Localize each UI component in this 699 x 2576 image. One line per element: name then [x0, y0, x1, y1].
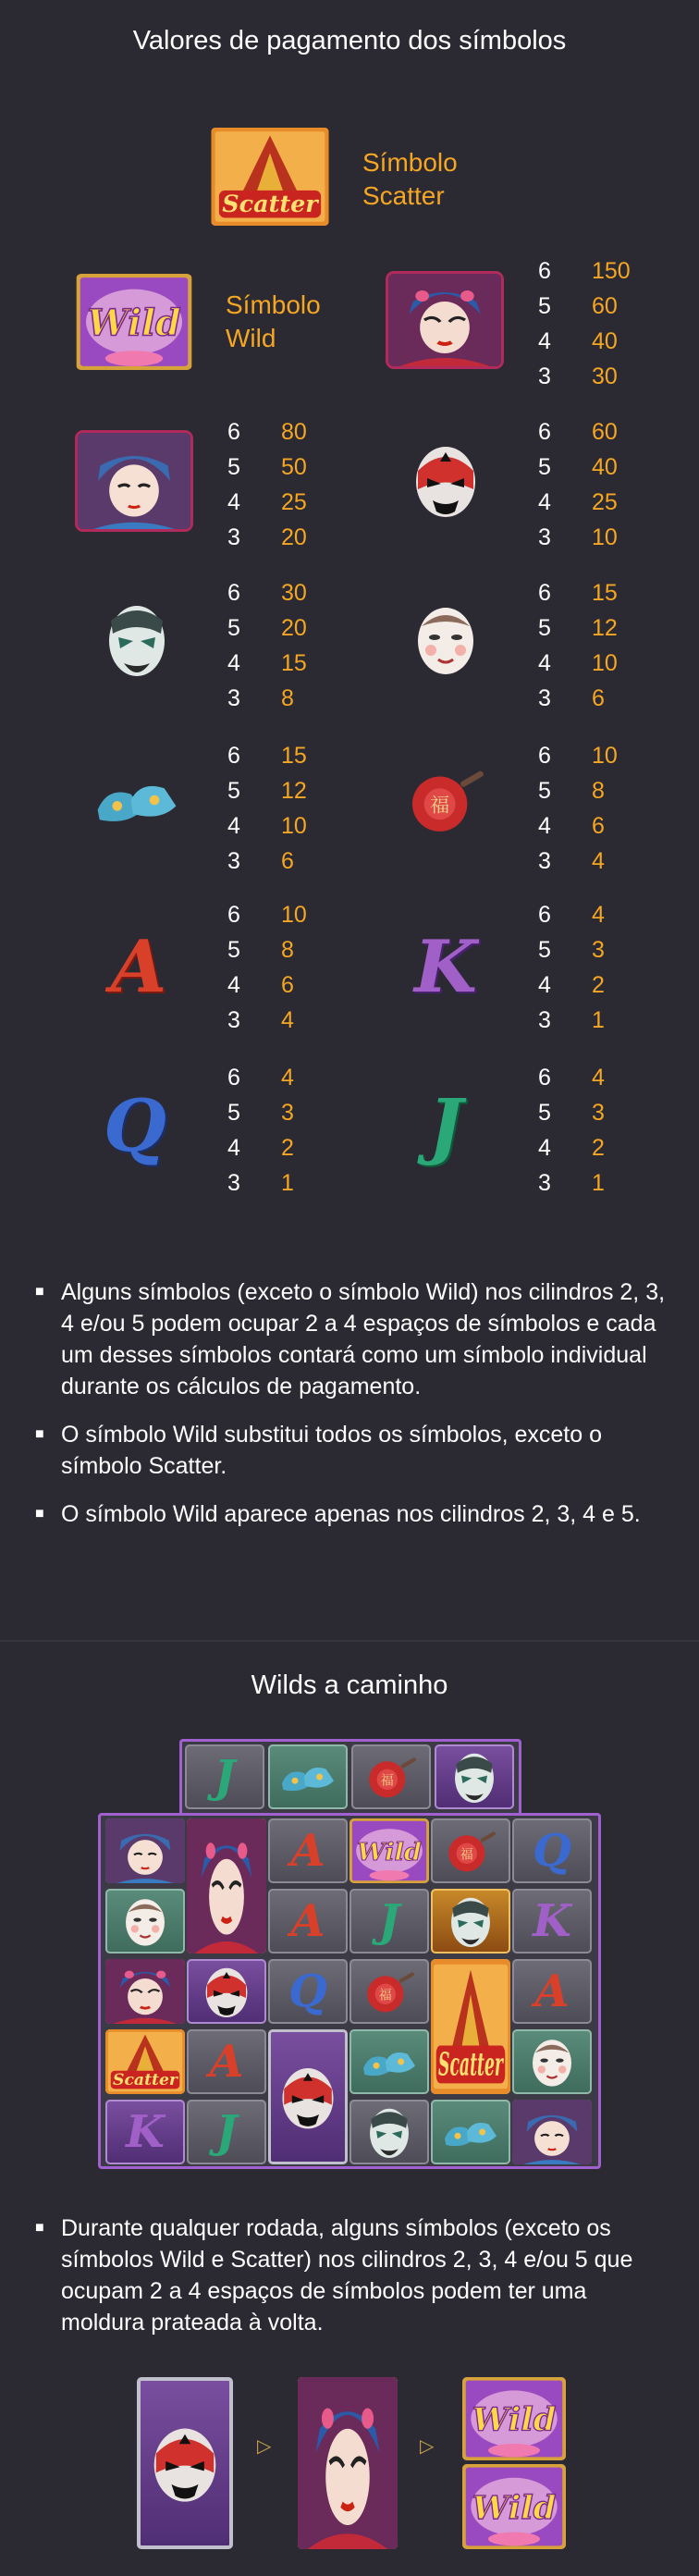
- cell-lady-blue: [512, 2100, 592, 2164]
- cell-green-mask: [435, 1744, 514, 1809]
- letter-q-icon: Q: [104, 1084, 166, 1168]
- cell-lady-red: [105, 1959, 185, 2024]
- white-mask-icon: [399, 588, 492, 690]
- paytable-shoes: 6 15 5 12 4 10 3 6: [227, 743, 307, 874]
- paytable-rules: [35, 1276, 673, 1547]
- white-green-mask-icon: [91, 588, 183, 690]
- wilds-title: Wilds a caminho: [251, 1670, 448, 1700]
- wild-result-top: [462, 2377, 566, 2460]
- cell-fan: [431, 1818, 510, 1883]
- paytable-letter-a: 6 10 5 8 4 6 3 4: [227, 902, 307, 1033]
- wilds-rules: [35, 2212, 673, 2355]
- cell-j: J: [350, 1889, 429, 1954]
- cell-wild: [350, 1818, 429, 1883]
- paytable-fan: 6 10 5 8 4 6 3 4: [538, 743, 618, 874]
- cell-green-mask: [350, 2100, 429, 2164]
- cell-k: K: [512, 1889, 592, 1954]
- cell-a: A: [268, 1889, 348, 1954]
- silver-frame-symbol: [137, 2377, 233, 2549]
- cell-fan: [350, 1959, 429, 2024]
- cell-green-mask: [431, 1889, 510, 1954]
- reels-example-grid: [98, 1739, 601, 2169]
- cell-scatter: [105, 2029, 185, 2094]
- cell-lady-red-tall: [187, 1818, 266, 1954]
- cell-a: A: [268, 1818, 348, 1883]
- fan-icon: [396, 751, 496, 849]
- cell-red-mask: [187, 1959, 266, 2024]
- paytable-white-green-mask: 6 30 5 20 4 15 3 8: [227, 580, 307, 711]
- cell-j: J: [185, 1744, 264, 1809]
- bullet-icon: ■: [35, 1426, 44, 1442]
- paytable-letter-j: 6 4 5 3 4 2 3 1: [538, 1065, 605, 1196]
- red-mask-icon: [399, 429, 492, 531]
- cell-a: A: [512, 1959, 592, 2024]
- paytable-white-mask: 6 15 5 12 4 10 3 6: [538, 580, 618, 711]
- rule-item: ■ Alguns símbolos (exceto o símbolo Wild) nos cilindros 2, 3, 4 e/ou 5 podem ocupar 2 a 4 espaços de símbolos e cada um desses símbolos contará como um símbolo individual durante os cálculos de pagamento.: [35, 1276, 673, 1402]
- bullet-icon: ■: [35, 1506, 44, 1522]
- cell-j: J: [187, 2100, 266, 2164]
- scatter-label-line1: Símbolo: [362, 148, 458, 177]
- paytable-title: Valores de pagamento dos símbolos: [132, 26, 567, 55]
- cell-fan: [351, 1744, 431, 1809]
- paytable-opera-lady-blue: 6 80 5 50 4 25 3 20: [227, 419, 307, 550]
- cell-q: Q: [512, 1818, 592, 1883]
- cell-a: A: [187, 2029, 266, 2094]
- arrow-right-icon: ▷: [420, 2436, 435, 2457]
- rule-item: ■ O símbolo Wild substitui todos os símbolos, exceto o símbolo Scatter.: [35, 1419, 673, 1482]
- rule-item: ■ O símbolo Wild aparece apenas nos cilindros 2, 3, 4 e 5.: [35, 1498, 673, 1530]
- scatter-symbol-icon: [209, 128, 331, 226]
- cell-white-mask: [105, 1889, 185, 1954]
- letter-a-icon: A: [110, 925, 167, 1009]
- paytable-letter-k: 6 4 5 3 4 2 3 1: [538, 902, 605, 1033]
- cell-white-mask: [512, 2029, 592, 2094]
- gold-frame-symbol: [298, 2377, 398, 2549]
- wild-label-line2: Wild: [226, 324, 276, 352]
- rule-item: ■ Durante qualquer rodada, alguns símbolos (exceto os símbolos Wild e Scatter) nos cilindros 2, 3, 4 e/ou 5 que ocupam 2 a 4 espaços de símbolos podem ter uma moldura prateada à volta.: [35, 2212, 673, 2338]
- paytable-letter-q: 6 4 5 3 4 2 3 1: [227, 1065, 294, 1196]
- scatter-label: [362, 146, 458, 213]
- opera-lady-blue-icon: [78, 433, 190, 529]
- scatter-label-line2: Scatter: [362, 181, 445, 210]
- cell-shoes: [268, 1744, 348, 1809]
- section-divider: [0, 1640, 699, 1642]
- bullet-icon: ■: [35, 1284, 44, 1300]
- cell-lady-blue: [105, 1818, 185, 1883]
- opera-lady-red-icon: [388, 274, 501, 366]
- letter-k-icon: K: [414, 925, 477, 1009]
- cell-scatter-tall: [431, 1959, 510, 2094]
- cell-shoes: [350, 2029, 429, 2094]
- cell-q: Q: [268, 1959, 348, 2024]
- cell-shoes: [431, 2100, 510, 2164]
- paytable-red-mask: 6 60 5 40 4 25 3 10: [538, 419, 618, 550]
- cell-k: K: [105, 2100, 185, 2164]
- wild-result-bottom: [462, 2464, 566, 2549]
- cell-red-mask-silver: [268, 2029, 348, 2164]
- bullet-icon: ■: [35, 2220, 44, 2236]
- shoes-icon: [85, 751, 189, 849]
- arrow-right-icon: ▷: [257, 2436, 272, 2457]
- wild-label-line1: Símbolo: [226, 290, 321, 319]
- wild-symbol-icon: [76, 274, 192, 370]
- letter-j-icon: J: [428, 1084, 463, 1168]
- paytable-opera-lady-red: 6 150 5 60 4 40 3 30: [538, 258, 631, 389]
- wild-label: [226, 289, 321, 355]
